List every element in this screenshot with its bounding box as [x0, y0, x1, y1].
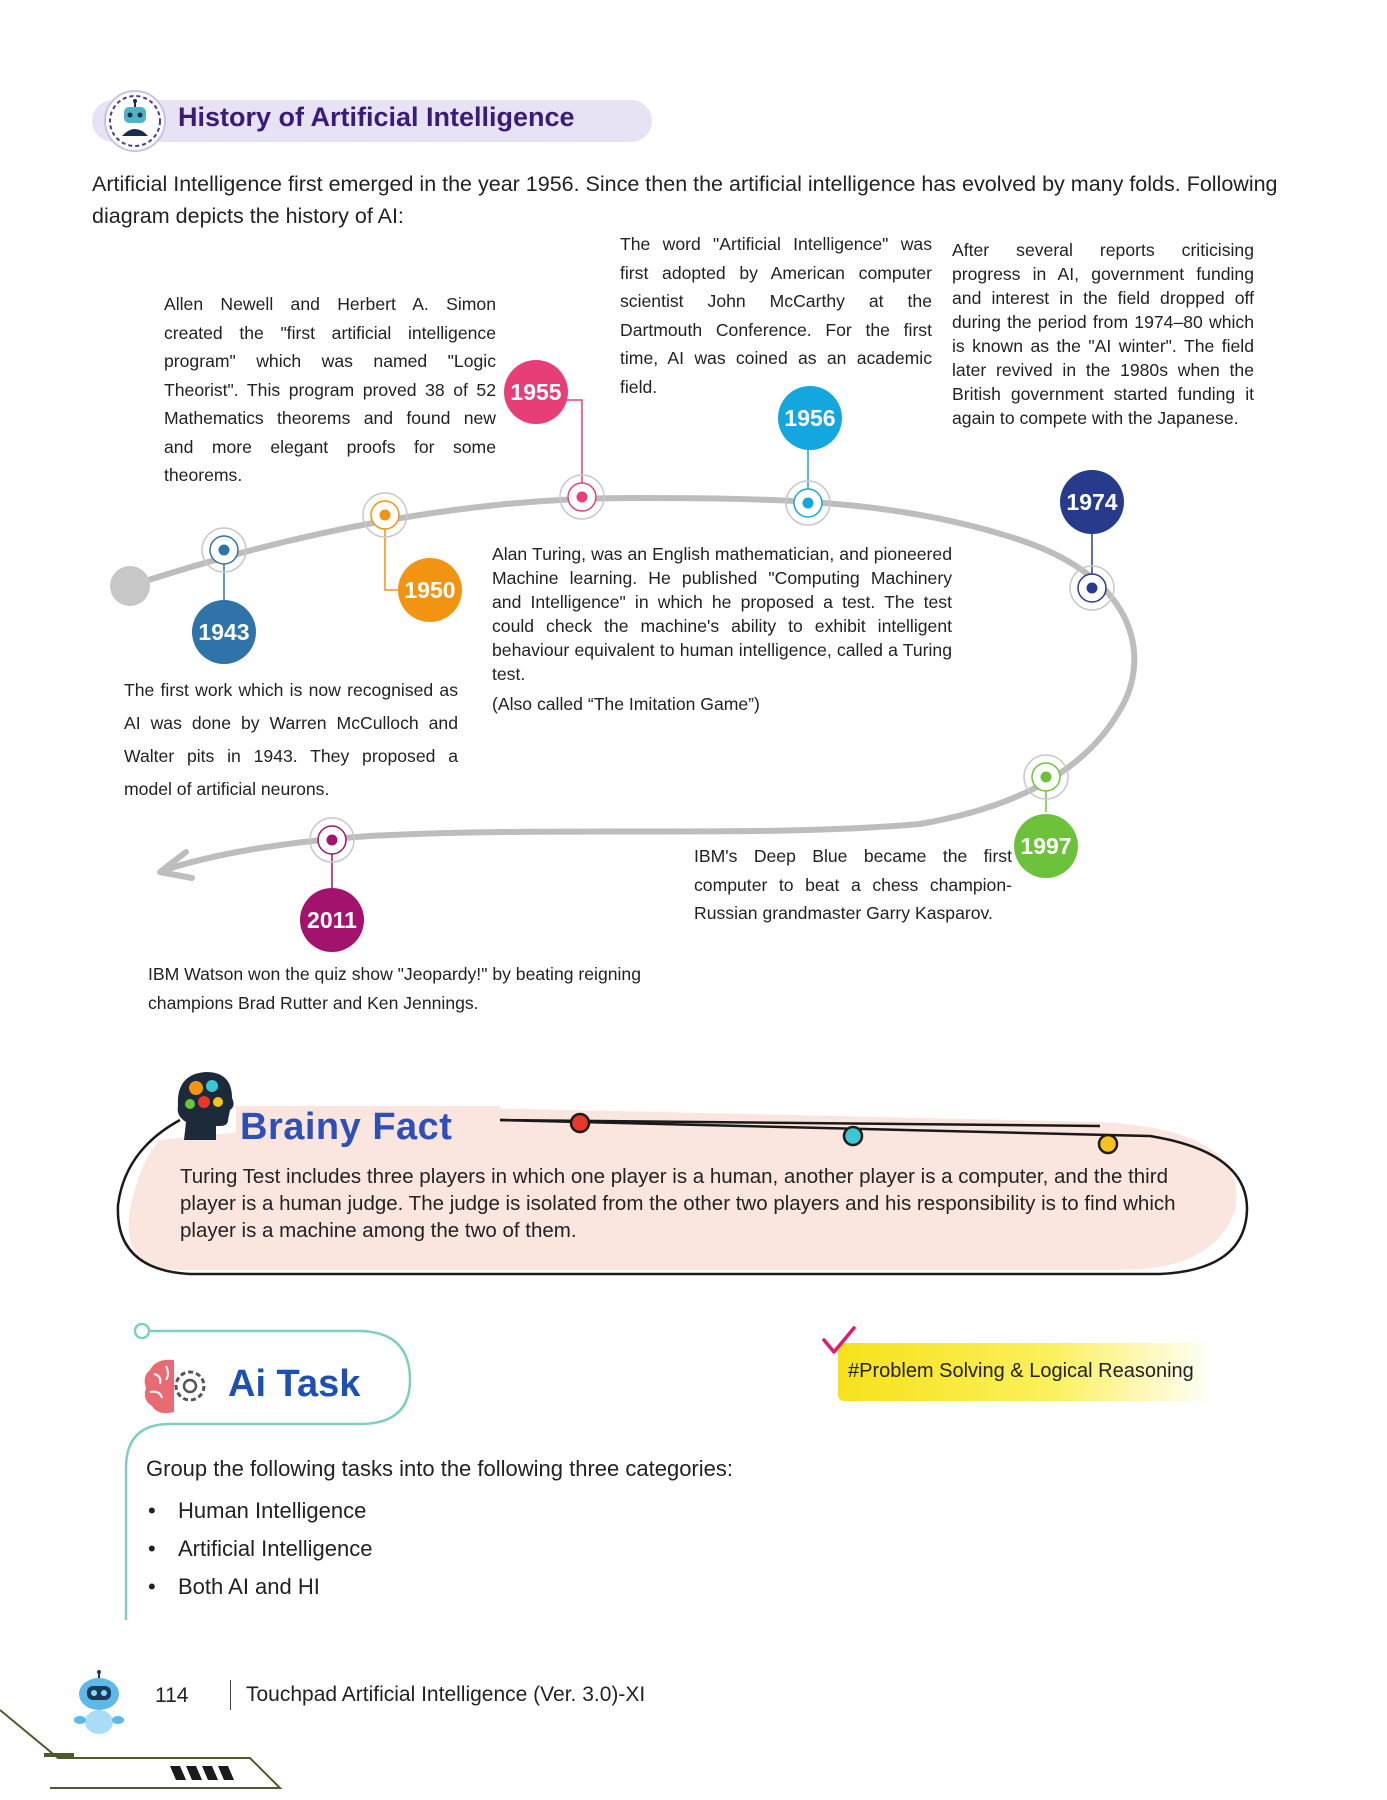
book-title: Touchpad Artificial Intelligence (Ver. 3.0)-XI — [246, 1683, 646, 1706]
event-text-1974: After several reports criticising progress in AI, government funding and interest in the field dropped off during the period from 1974–80 which is known as the "AI winter". The field later revived in the 1980s when the British government started funding it again to compete with the Japanese. — [952, 240, 1254, 428]
event-text-2011: IBM Watson won the quiz show "Jeopardy!" by beating reigning champions Brad Rutter and Ken Jennings. — [148, 964, 642, 1013]
task-intro: Group the following tasks into the following three categories: — [146, 1456, 733, 1481]
year-badge-1955: 1955 — [504, 360, 568, 424]
footer-decoration — [0, 1640, 300, 1800]
year-badge-1997: 1997 — [1014, 814, 1078, 878]
category-list — [146, 1492, 372, 1606]
page-number: 114 — [155, 1684, 189, 1707]
list-item: • Human Intelligence — [146, 1492, 372, 1530]
year-badge-1950: 1950 — [398, 558, 462, 622]
fact-dot-teal — [844, 1127, 862, 1145]
intro-paragraph: Artificial Intelligence first emerged in the year 1956. Since then the artificial intelligence has evolved by many folds. Following diagram depicts the history of AI: — [92, 172, 1278, 228]
year-badge-1943: 1943 — [192, 600, 256, 664]
year-badge-2011: 2011 — [300, 888, 364, 952]
event-note-1950: (Also called “The Imitation Game”) — [492, 694, 760, 714]
skill-tag-text: #Problem Solving & Logical Reasoning — [848, 1360, 1194, 1382]
event-text-1950: Alan Turing, was an English mathematician, and pioneered Machine learning. He published "Computing Machinery and Intelligence" in which he proposed a test. The test could check the machine's ability to exhibit intelligent behaviour equivalent to human intelligence, called a Turing test. — [492, 544, 952, 684]
event-text-1955: Allen Newell and Herbert A. Simon created the "first artificial intelligence program" which was named "Logic Theorist". This program proved 38 of 52 Mathematics theorems and found new and more elegant proofs for some theorems. — [164, 294, 496, 485]
brainy-fact-text: Turing Test includes three players in which one player is a human, another player is a computer, and the third player is a human judge. The judge is isolated from the other two players and his responsibility is to find which player is a machine among the two of them. — [180, 1165, 1176, 1242]
brain-gears-icon — [168, 1066, 238, 1146]
event-text-1997: IBM's Deep Blue became the first computer to beat a chess champion-Russian grandmaster Garry Kasparov. — [694, 846, 1012, 923]
checkmark-icon — [822, 1326, 858, 1363]
list-item: • Artificial Intelligence — [146, 1530, 372, 1568]
timeline-start-dot — [110, 566, 150, 606]
brainy-fact-title: Brainy Fact — [240, 1106, 453, 1148]
event-text-1943: The first work which is now recognised as AI was done by Warren McCulloch and Walter pits in 1943. They proposed a model of artificial neurons. — [124, 680, 458, 799]
year-badge-1956: 1956 — [778, 386, 842, 450]
footer-divider — [230, 1680, 231, 1710]
fact-dot-yellow — [1099, 1135, 1117, 1153]
ai-task-title: Ai Task — [228, 1363, 361, 1405]
year-badge-1974: 1974 — [1060, 470, 1124, 534]
section-title: History of Artificial Intelligence — [178, 102, 575, 132]
robot-mascot-icon — [68, 1670, 130, 1740]
list-item: • Both AI and HI — [146, 1568, 372, 1606]
event-text-1956: The word "Artificial Intelligence" was first adopted by American computer scientist John McCarthy at the Dartmouth Conference. For the first time, AI was coined as an academic field. — [620, 234, 932, 397]
brain-gear-icon — [140, 1354, 216, 1418]
fact-dot-red — [571, 1114, 589, 1132]
